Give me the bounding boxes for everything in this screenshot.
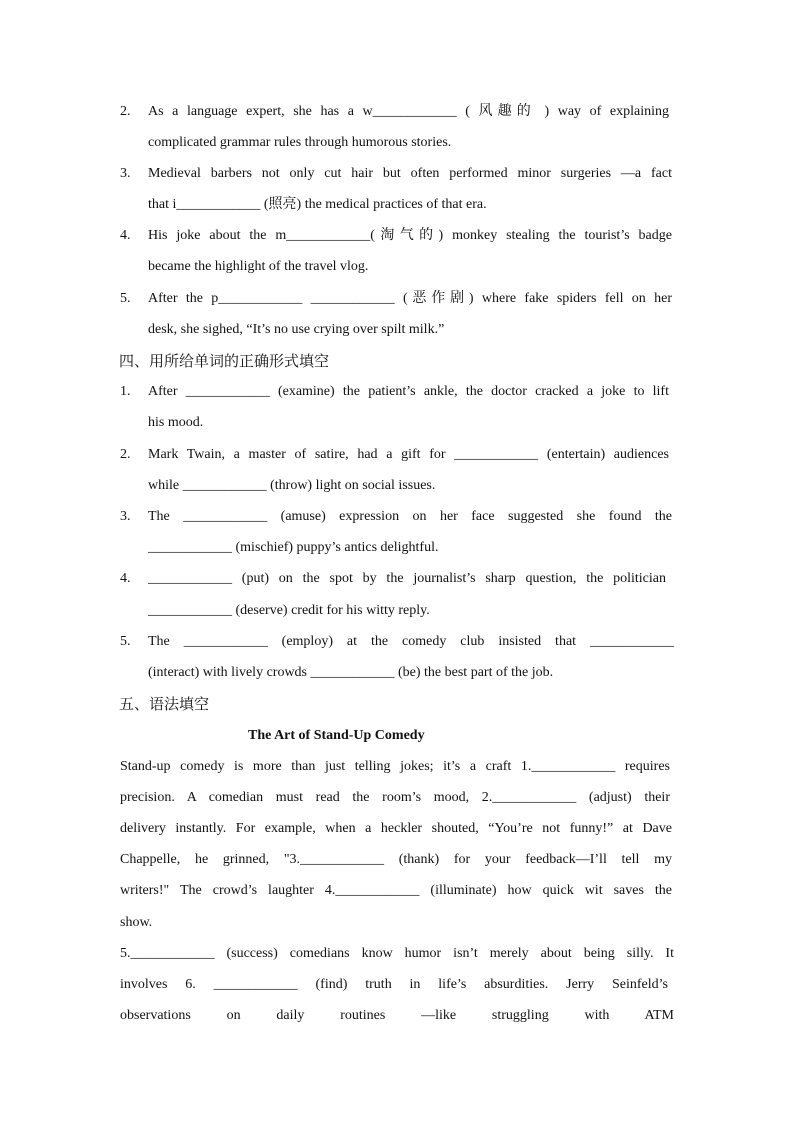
passage-line: Chappelle, he grinned, "3.____________ (thank) for your feedback—I’ll tell my	[120, 852, 672, 867]
item-line: (interact) with lively crowds ____________ (be) the best part of the job.	[148, 665, 554, 680]
item-line: The ____________ (employ) at the comedy club insisted that ____________	[148, 634, 674, 649]
item-number: 3.	[120, 166, 131, 181]
item-line: The ____________ (amuse) expression on her face suggested she found the	[148, 509, 672, 524]
item-line: ____________ (mischief) puppy’s antics delightful.	[148, 540, 439, 555]
passage-line: writers!" The crowd’s laughter 4.____________ (illuminate) how quick wit saves the	[120, 883, 672, 898]
item-line: ____________ (deserve) credit for his witty reply.	[148, 603, 430, 618]
item-number: 4.	[120, 228, 131, 243]
item-number: 4.	[120, 571, 131, 586]
item-line: ____________ (put) on the spot by the journalist’s sharp question, the politician	[148, 571, 666, 586]
passage-title: The Art of Stand-Up Comedy	[248, 728, 425, 743]
passage-line: precision. A comedian must read the room’s mood, 2.____________ (adjust) their	[120, 790, 670, 805]
item-number: 2.	[120, 447, 131, 462]
item-line: desk, she sighed, “It’s no use crying over spilt milk.”	[148, 322, 445, 337]
item-number: 1.	[120, 384, 131, 399]
item-line: As a language expert, she has a w____________ ( 风趣的 ) way of explaining	[148, 104, 669, 119]
item-line: Medieval barbers not only cut hair but often performed minor surgeries —a fact	[148, 166, 672, 181]
item-line: became the highlight of the travel vlog.	[148, 259, 369, 274]
item-line: that i____________ (照亮) the medical practices of that era.	[148, 197, 487, 212]
item-number: 5.	[120, 634, 131, 649]
item-number: 2.	[120, 104, 131, 119]
section5-heading: 五、语法填空	[119, 695, 210, 713]
item-line: his mood.	[148, 415, 204, 430]
item-line: After the p____________ ____________ (恶作剧) where fake spiders fell on her	[148, 291, 672, 306]
item-number: 3.	[120, 509, 131, 524]
passage-line: observations on daily routines —like struggling with ATM	[120, 1008, 674, 1023]
item-line: complicated grammar rules through humorous stories.	[148, 135, 452, 150]
section4-heading: 四、用所给单词的正确形式填空	[119, 352, 330, 370]
passage-line: involves 6. ____________ (find) truth in life’s absurdities. Jerry Seinfeld’s	[120, 977, 668, 992]
passage-line: show.	[120, 915, 153, 930]
item-number: 5.	[120, 291, 131, 306]
item-line: while ____________ (throw) light on social issues.	[148, 478, 436, 493]
passage-line: Stand-up comedy is more than just telling jokes; it’s a craft 1.____________ requires	[120, 759, 670, 774]
passage-line: delivery instantly. For example, when a heckler shouted, “You’re not funny!” at Dave	[120, 821, 672, 836]
item-line: His joke about the m____________(淘气的) monkey stealing the tourist’s badge	[148, 228, 672, 243]
item-line: Mark Twain, a master of satire, had a gift for ____________ (entertain) audiences	[148, 447, 669, 462]
passage-line: 5.____________ (success) comedians know humor isn’t merely about being silly. It	[120, 946, 674, 961]
item-line: After ____________ (examine) the patient’s ankle, the doctor cracked a joke to lift	[148, 384, 669, 399]
